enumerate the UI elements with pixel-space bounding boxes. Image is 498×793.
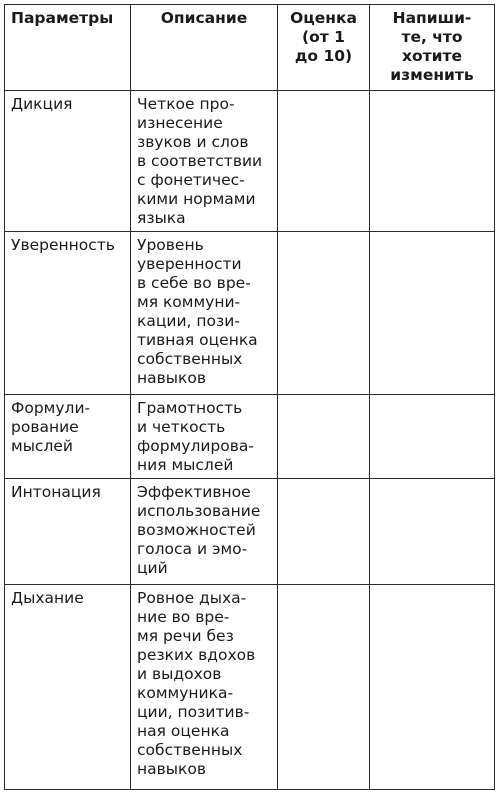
description-text: Эффективное использование возможностей голоса и эмо- ций — [137, 483, 261, 577]
description-text: Четкое про- изнесение звуков и слов в соответствии с фонетичес- кими нормами языка — [137, 95, 263, 227]
table-row — [5, 395, 495, 479]
parameter-cell — [5, 91, 131, 232]
score-cell[interactable] — [278, 395, 370, 479]
description-text: Ровное дыха- ние во вре- мя речи без резких вдохов и выдохов коммуника- ции, позитив- ная оценка собственных навыков — [137, 589, 256, 778]
change-cell[interactable] — [370, 232, 495, 395]
parameter-text: Интонация — [11, 483, 101, 501]
header-row — [5, 5, 495, 91]
header-change — [370, 5, 495, 91]
header-parameters — [5, 5, 131, 91]
change-cell[interactable] — [370, 585, 495, 790]
parameter-text: Уверенность — [11, 236, 115, 254]
header-score — [278, 5, 370, 91]
description-cell — [131, 395, 278, 479]
score-cell[interactable] — [278, 479, 370, 585]
header-description-text: Описание — [160, 9, 248, 27]
table-row — [5, 91, 495, 232]
description-text: Грамотность и четкость формулирова- ния мыслей — [137, 399, 254, 474]
header-score-text: Оценка (от 1 до 10) — [290, 9, 357, 65]
change-cell[interactable] — [370, 395, 495, 479]
change-cell[interactable] — [370, 479, 495, 585]
description-cell — [131, 91, 278, 232]
header-change-text: Напиши- те, что хотите изменить — [390, 9, 474, 84]
parameter-cell — [5, 479, 131, 585]
description-cell — [131, 479, 278, 585]
header-parameters-text: Параметры — [11, 9, 114, 27]
description-cell — [131, 585, 278, 790]
change-cell[interactable] — [370, 91, 495, 232]
table-row — [5, 585, 495, 790]
table-row — [5, 479, 495, 585]
parameter-cell — [5, 585, 131, 790]
header-description — [131, 5, 278, 91]
description-cell — [131, 232, 278, 395]
score-cell[interactable] — [278, 585, 370, 790]
score-cell[interactable] — [278, 232, 370, 395]
parameter-cell — [5, 395, 131, 479]
table-row — [5, 232, 495, 395]
parameter-text: Дыхание — [11, 589, 84, 607]
score-cell[interactable] — [278, 91, 370, 232]
parameter-cell — [5, 232, 131, 395]
description-text: Уровень уверенности в себе во вре- мя коммуни- кации, пози- тивная оценка собственных навыков — [137, 236, 258, 387]
self-assessment-table — [4, 4, 495, 790]
parameter-text: Формули- рование мыслей — [11, 399, 91, 455]
parameter-text: Дикция — [11, 95, 73, 113]
